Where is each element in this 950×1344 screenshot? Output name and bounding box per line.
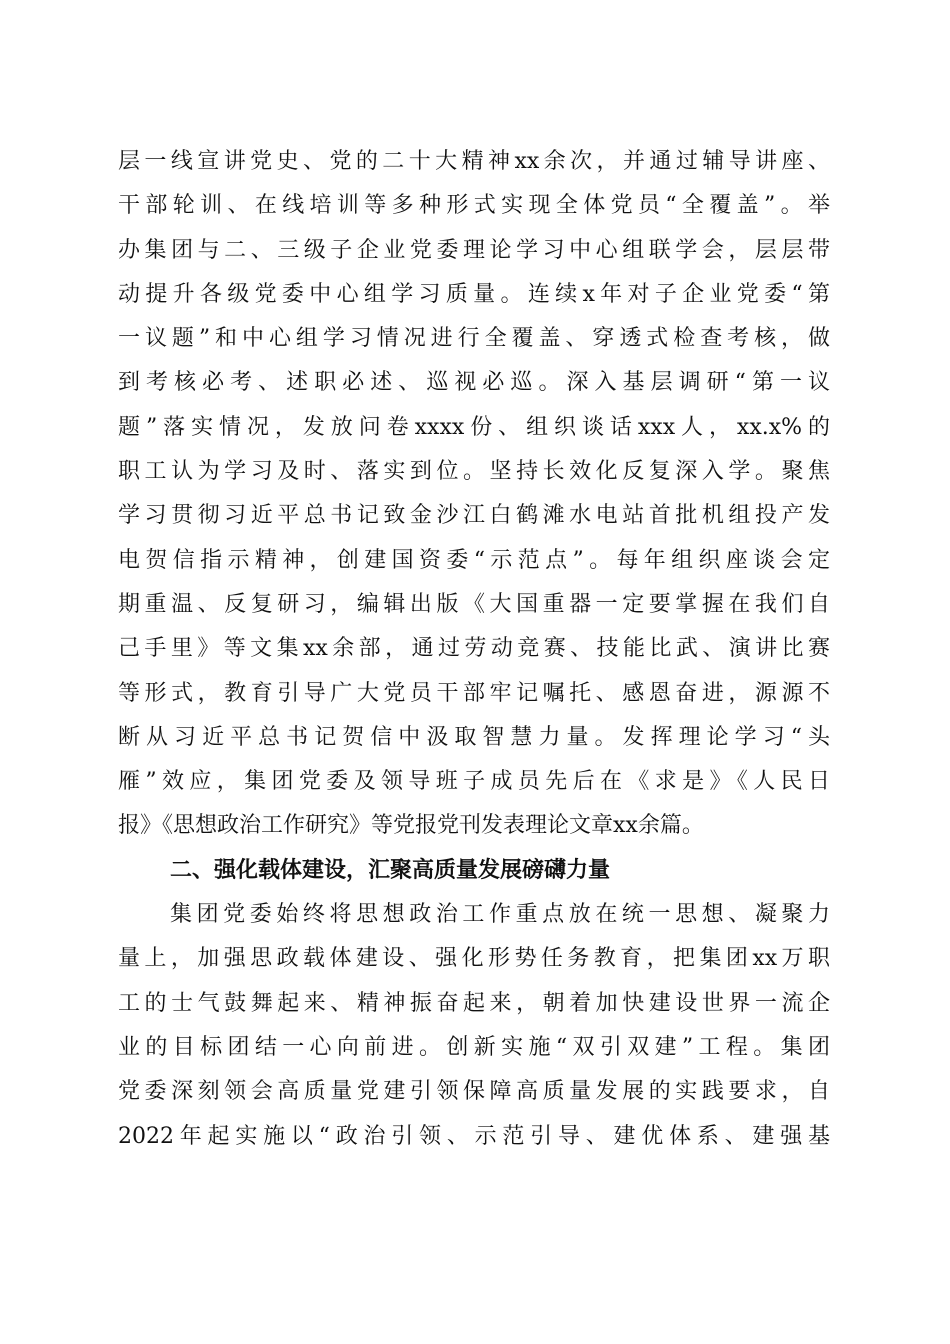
body-text-line: 集团党委始终将思想政治工作重点放在统一思想、凝聚力 — [170, 902, 830, 928]
body-text-line: 一议题”和中心组学习情况进行全覆盖、穿透式检查考核，做 — [118, 326, 830, 352]
body-text-line: 业的目标团结一心向前进。创新实施“双引双建”工程。集团 — [118, 1034, 830, 1060]
body-text-line: 动提升各级党委中心组学习质量。连续x年对子企业党委“第 — [118, 281, 830, 307]
body-text-line: 题”落实情况，发放问卷xxxx份、组织谈话xxx人，xx.x%的 — [118, 414, 830, 440]
document-body — [118, 140, 830, 1159]
body-text-line: 雁”效应，集团党委及领导班子成员先后在《求是》《人民日 — [118, 769, 830, 795]
body-text-line: 2022年起实施以“政治引领、示范引导、建优体系、建强基 — [118, 1123, 830, 1149]
body-text-line: 干部轮训、在线培训等多种形式实现全体党员“全覆盖”。举 — [118, 193, 830, 219]
body-text-line: 等形式，教育引导广大党员干部牢记嘱托、感恩奋进，源源不 — [118, 680, 830, 706]
body-text-line: 期重温、反复研习，编辑出版《大国重器一定要掌握在我们自 — [118, 591, 830, 617]
body-text-line: 学习贯彻习近平总书记致金沙江白鹤滩水电站首批机组投产发 — [118, 503, 830, 529]
body-text-line: 量上，加强思政载体建设、强化形势任务教育，把集团xx万职 — [118, 946, 830, 972]
body-text-line: 己手里》等文集xx余部，通过劳动竞赛、技能比武、演讲比赛 — [118, 636, 830, 662]
body-text-line: 报》《思想政治工作研究》等党报党刊发表理论文章xx余篇。 — [118, 813, 704, 839]
body-text-line: 到考核必考、述职必述、巡视必巡。深入基层调研“第一议 — [118, 370, 830, 396]
body-text-line: 党委深刻领会高质量党建引领保障高质量发展的实践要求，自 — [118, 1079, 830, 1105]
body-text-line: 层一线宣讲党史、党的二十大精神xx余次，并通过辅导讲座、 — [118, 149, 830, 174]
section-heading: 二、强化载体建设，汇聚高质量发展磅礴力量 — [170, 857, 611, 883]
body-text-line: 职工认为学习及时、落实到位。坚持长效化反复深入学。聚焦 — [118, 459, 830, 485]
body-text-line: 办集团与二、三级子企业党委理论学习中心组联学会，层层带 — [118, 237, 830, 263]
body-text-line: 电贺信指示精神，创建国资委“示范点”。每年组织座谈会定 — [118, 547, 830, 573]
body-text-line: 断从习近平总书记贺信中汲取智慧力量。发挥理论学习“头 — [118, 724, 830, 750]
body-text-line: 工的士气鼓舞起来、精神振奋起来，朝着加快建设世界一流企 — [118, 990, 830, 1016]
